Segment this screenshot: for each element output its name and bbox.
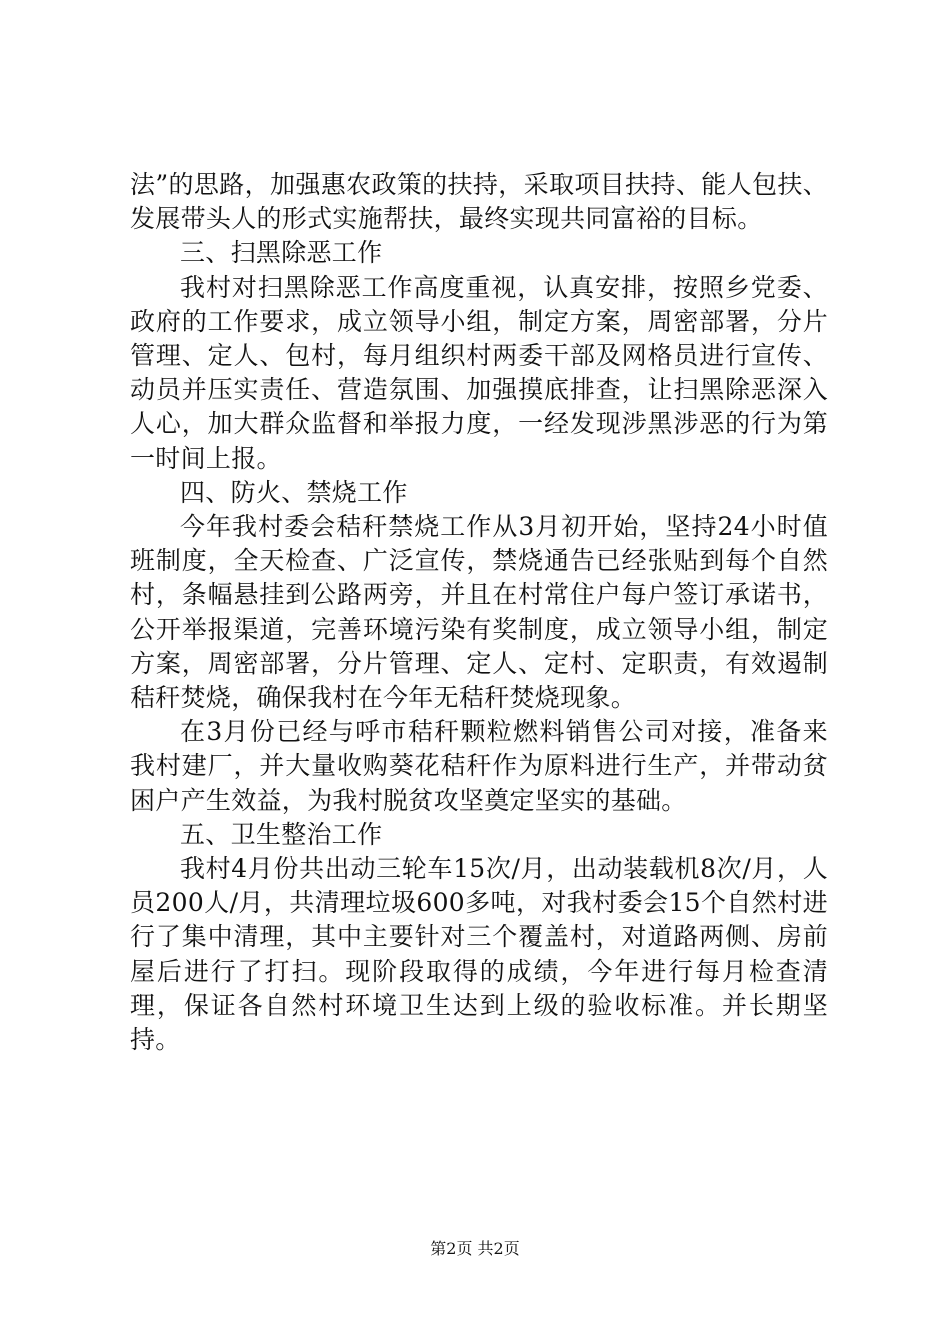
page-footer: [0, 1239, 950, 1259]
paragraph-fire-prevention: 今年我村委会秸秆禁烧工作从3月初开始，坚持24小时值班制度，全天检查、广泛宣传，禁烧通告已经张贴到每个自然村，条幅悬挂到公路两旁，并且在村常住户每户签订承诺书，公开举报渠道，完善环境污染有奖制度，成立领导小组，制定方案，周密部署，分片管理、定人、定村、定职责，有效遏制秸秆焚烧，确保我村在今年无秸秆焚烧现象。: [130, 512, 828, 713]
page-number: 第2页 共2页: [430, 1239, 520, 1258]
paragraph-straw-factory: 在3月份已经与呼市秸秆颗粒燃料销售公司对接，准备来我村建厂，并大量收购葵花秸秆作为原料进行生产，并带动贫困户产生效益，为我村脱贫攻坚奠定坚实的基础。: [130, 717, 828, 815]
section-heading-5: 五、卫生整治工作: [180, 819, 383, 849]
document-body: [130, 168, 828, 1057]
section-heading-4: 四、防火、禁烧工作: [180, 477, 408, 507]
paragraph-continuation: 法”的思路，加强惠农政策的扶持，采取项目扶持、能人包扶、发展带头人的形式实施帮扶，最终实现共同富裕的目标。: [130, 170, 828, 234]
section-heading-3: 三、扫黑除恶工作: [180, 238, 383, 268]
paragraph-anti-crime: 我村对扫黑除恶工作高度重视，认真安排，按照乡党委、政府的工作要求，成立领导小组，制定方案，周密部署，分片管理、定人、包村，每月组织村两委干部及网格员进行宣传、动员并压实责任、营造氛围、加强摸底排查，让扫黑除恶深入人心，加大群众监督和举报力度，一经发现涉黑涉恶的行为第一时间上报。: [130, 272, 828, 473]
paragraph-sanitation: 我村4月份共出动三轮车15次/月，出动装载机8次/月，人员200人/月，共清理垃圾600多吨，对我村委会15个自然村进行了集中清理，其中主要针对三个覆盖村，对道路两侧、房前屋后进行了打扫。现阶段取得的成绩，今年进行每月检查清理，保证各自然村环境卫生达到上级的验收标准。并长期坚持。: [130, 854, 828, 1055]
